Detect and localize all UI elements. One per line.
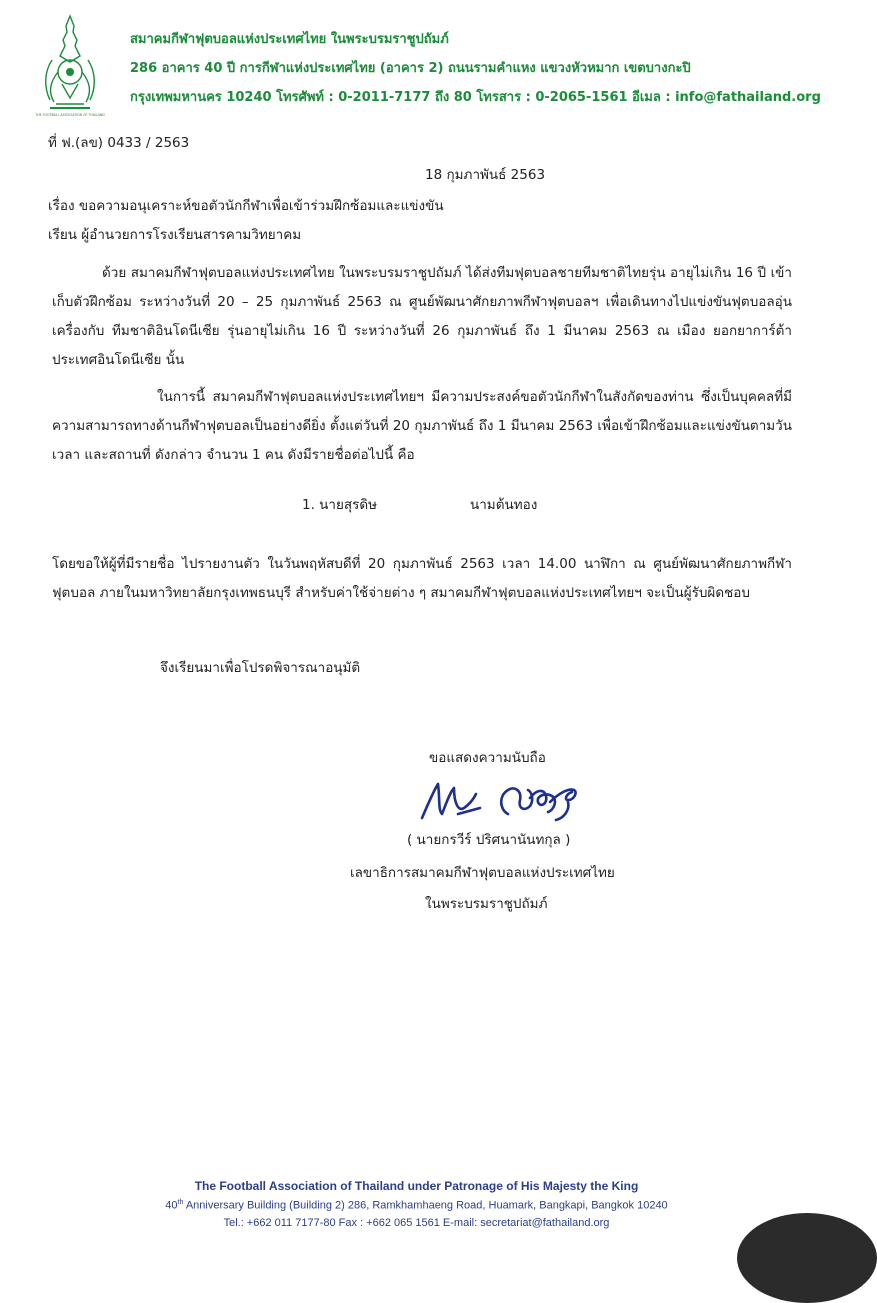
footer-address-rest: Anniversary Building (Building 2) 286, Ramkhamhaeng Road, Huamark, Bangkapi, Bangkok 10240 xyxy=(183,1199,668,1212)
regards-line: ขอแสดงความนับถือ xyxy=(429,750,546,766)
athlete-last-name: นามต้นทอง xyxy=(470,497,538,513)
footer-contact: Tel.: +662 011 7177-80 Fax : +662 065 1561 E-mail: secretariat@fathailand.org xyxy=(223,1217,610,1229)
org-address: 286 อาคาร 40 ปี การกีฬาแห่งประเทศไทย (อาคาร 2) ถนนรามคำแหง แขวงหัวหมาก เขตบางกะปิ xyxy=(130,61,691,76)
closing-line: จึงเรียนมาเพื่อโปรดพิจารณาอนุมัติ xyxy=(160,660,361,676)
paragraph-report: โดยขอให้ผู้ที่มีรายชื่อ ไปรายงานตัว ในวันพฤหัสบดีที่ 20 กุมภาพันธ์ 2563 เวลา 14.00 นาฬิกา ณ ศูนย์พัฒนาศักยภาพกีฬาฟุตบอล ภายในมหาวิทยาลัยกรุงเทพธนบุรี สำหรับค่าใช้จ่ายต่าง ๆ สมาคมกีฬาฟุตบอลแห่งประเทศไทยฯ จะเป็นผู้รับผิดชอบ xyxy=(52,556,792,601)
athlete-first-name: 1. นายสุรดิษ xyxy=(302,497,378,513)
document-number: ที่ ฟ.(ลข) 0433 / 2563 xyxy=(48,135,190,151)
footer-address-number: 40 xyxy=(165,1199,178,1212)
fat-emblem-logo xyxy=(35,12,105,120)
signer-position-patronage: ในพระบรมราชูปถัมภ์ xyxy=(425,896,548,912)
org-contact: กรุงเทพมหานคร 10240 โทรศัพท์ : 0-2011-7177 ถึง 80 โทรสาร : 0-2065-1561 อีเมล : info@fathailand.org xyxy=(130,90,821,105)
letter-date: 18 กุมภาพันธ์ 2563 xyxy=(425,167,546,183)
handwritten-signature xyxy=(418,774,588,826)
footer-org-name: The Football Association of Thailand under Patronage of His Majesty the King xyxy=(194,1179,639,1193)
signer-name: ( นายกรวีร์ ปริศนานันทกุล ) xyxy=(407,832,571,848)
logo-caption: THE FOOTBALL ASSOCIATION OF THAILAND xyxy=(35,113,105,117)
paragraph-request: ในการนี้ สมาคมกีฬาฟุตบอลแห่งประเทศไทยฯ มีความประสงค์ขอตัวนักกีฬาในสังกัดของท่าน ซึ่งเป็นบุคคลที่มีความสามารถทางด้านกีฬาฟุตบอลเป็นอย่างดียิ่ง ตั้งแต่วันที่ 20 กุมภาพันธ์ ถึง 1 มีนาคม 2563 เพื่อเข้าฝึกซ้อมและแข่งขันตามวัน เวลา และสถานที่ ดังกล่าว จำนวน 1 คน ดังมีรายชื่อต่อไปนี้ คือ xyxy=(52,389,792,463)
footer-address-suffix: th xyxy=(177,1199,184,1206)
signer-position: เลขาธิการสมาคมกีฬาฟุตบอลแห่งประเทศไทย xyxy=(350,865,615,881)
org-name: สมาคมกีฬาฟุตบอลแห่งประเทศไทย ในพระบรมราชูปถัมภ์ xyxy=(130,32,449,47)
letter-recipient: เรียน ผู้อำนวยการโรงเรียนสารคามวิทยาคม xyxy=(48,227,302,243)
letter-subject: เรื่อง ขอความอนุเคราะห์ขอตัวนักกีฬาเพื่อเข้าร่วมฝึกซ้อมและแข่งขัน xyxy=(48,198,444,214)
paragraph-intro: ด้วย สมาคมกีฬาฟุตบอลแห่งประเทศไทย ในพระบรมราชูปถัมภ์ ได้ส่งทีมฟุตบอลชายทีมชาติไทยรุ่น อายุไม่เกิน 16 ปี เข้าเก็บตัวฝึกซ้อม ระหว่างวันที่ 20 – 25 กุมภาพันธ์ 2563 ณ ศูนย์พัฒนาศักยภาพกีฬาฟุตบอลฯ เพื่อเดินทางไปแข่งขันฟุตบอลอุ่นเครื่องกับ ทีมชาติอินโดนีเซีย รุ่นอายุไม่เกิน 16 ปี ระหว่างวันที่ 26 กุมภาพันธ์ ถึง 1 มีนาคม 2563 ณ เมือง ยอกยาการ์ต้า ประเทศอินโดนีเซีย นั้น xyxy=(52,265,792,368)
corner-shadow xyxy=(737,1213,877,1303)
footer-address xyxy=(0,1199,833,1212)
